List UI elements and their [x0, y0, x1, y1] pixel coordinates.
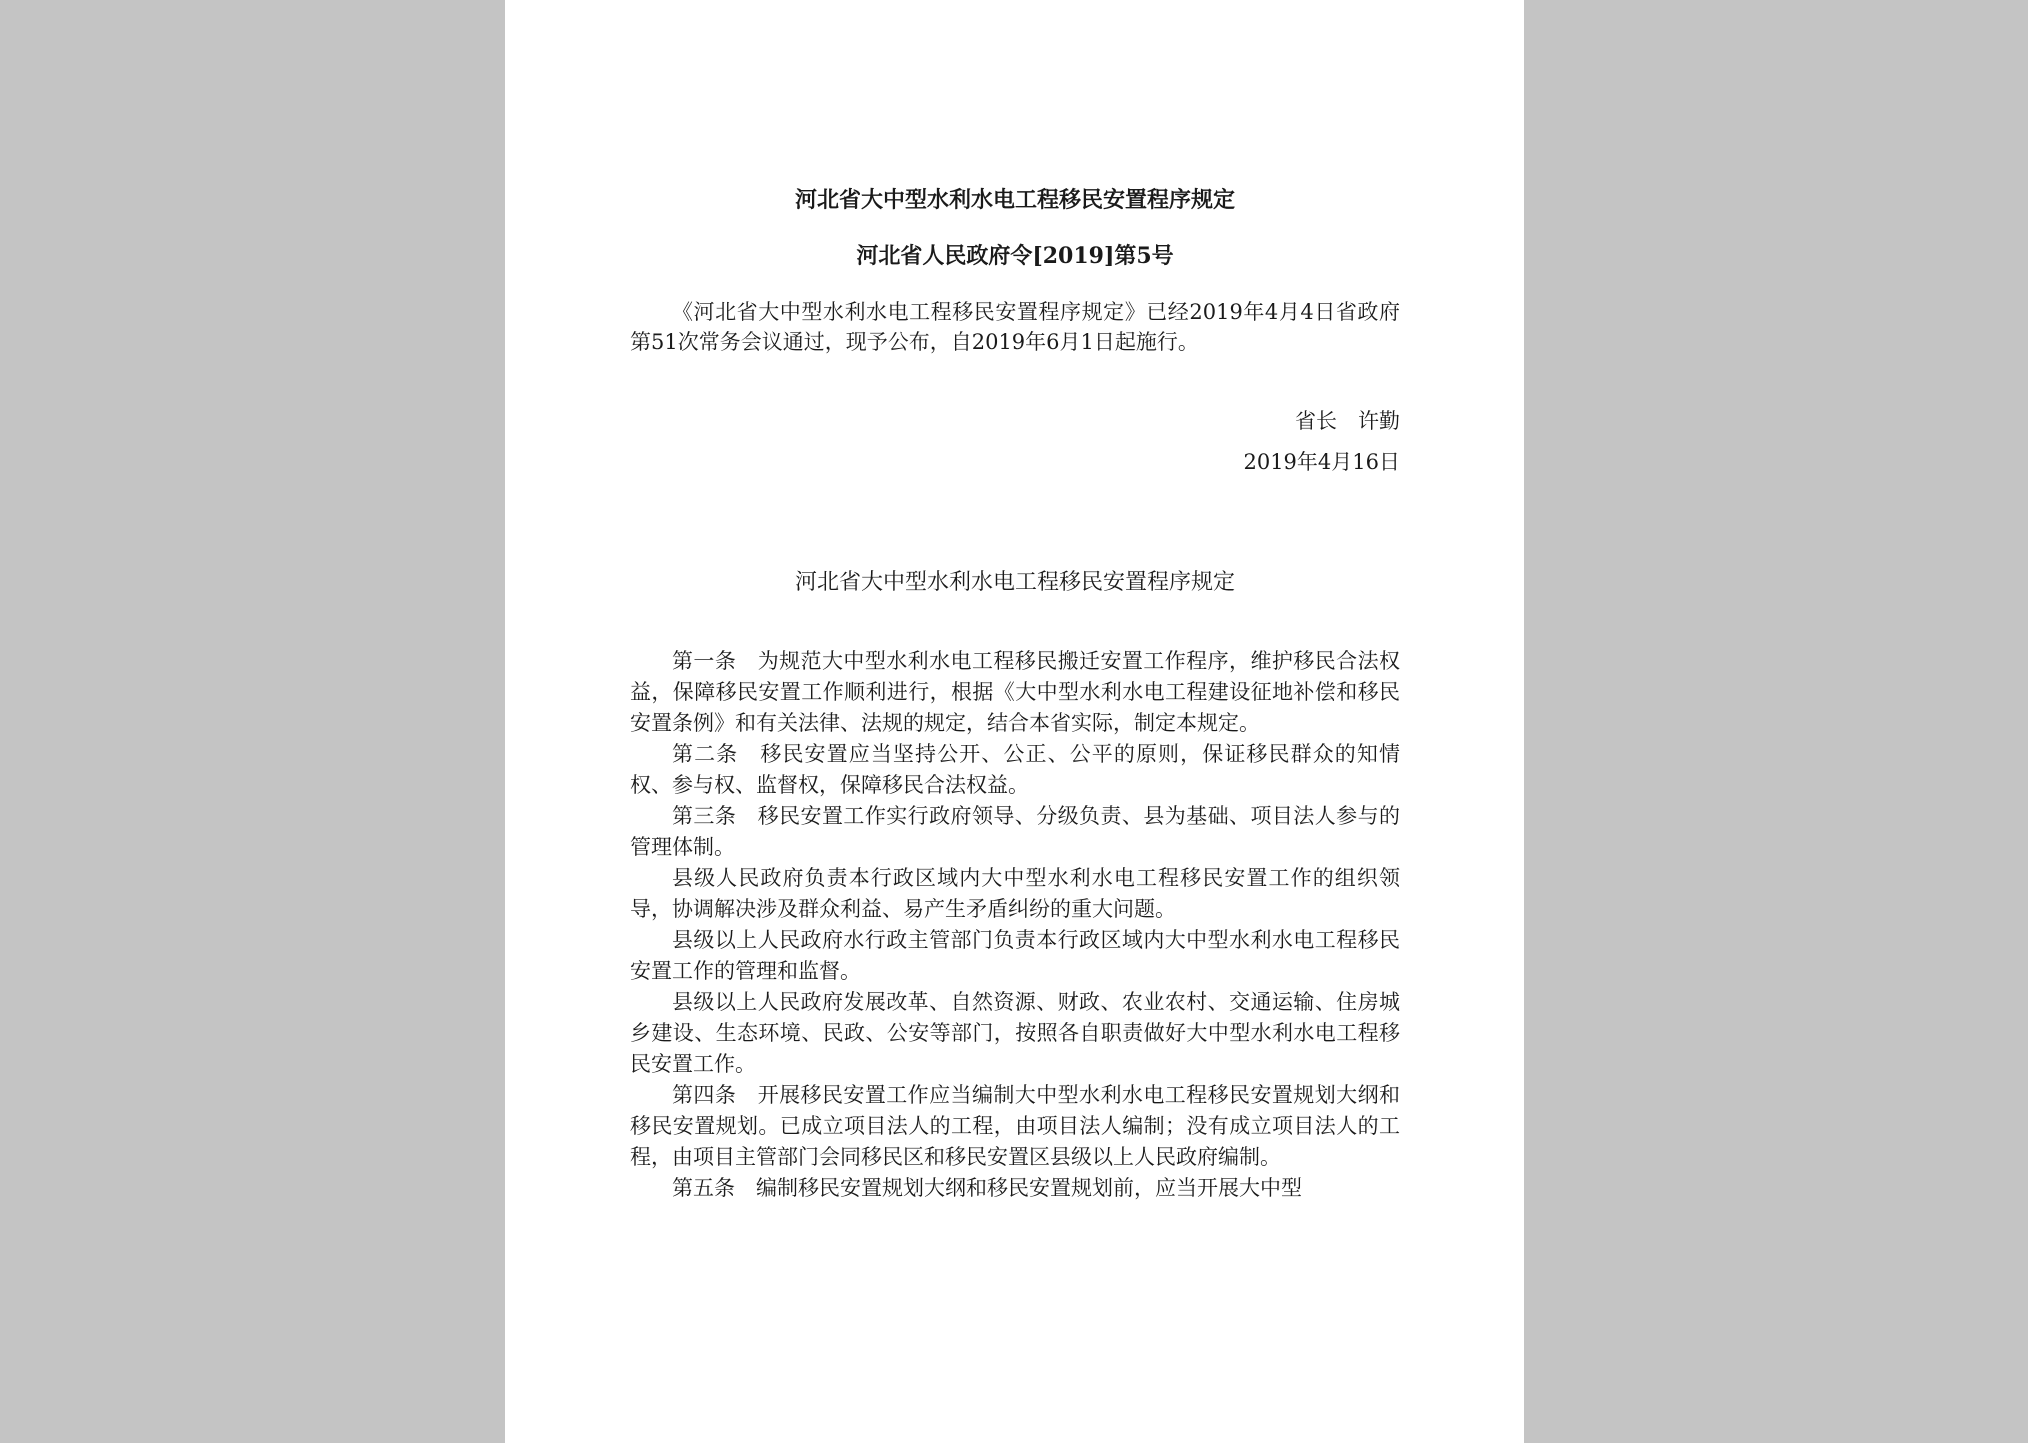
document-title: 河北省大中型水利水电工程移民安置程序规定 — [794, 187, 1235, 213]
document-page — [505, 0, 1524, 1443]
article-paragraph: 第五条 编制移民安置规划大纲和移民安置规划前，应当开展大中型 — [672, 1176, 1302, 1200]
article-paragraph: 第二条 移民安置应当坚持公开、公正、公平的原则，保证移民群众的知情权、参与权、监督权，保障移民合法权益。 — [630, 742, 1400, 797]
article-paragraph: 第一条 为规范大中型水利水电工程移民搬迁安置工作程序，维护移民合法权益，保障移民安置工作顺利进行，根据《大中型水利水电工程建设征地补偿和移民安置条例》和有关法律、法规的规定，结合本省实际，制定本规定。 — [630, 649, 1400, 735]
article-paragraph: 第三条 移民安置工作实行政府领导、分级负责、县为基础、项目法人参与的管理体制。 — [630, 804, 1400, 859]
article-paragraph: 县级人民政府负责本行政区域内大中型水利水电工程移民安置工作的组织领导，协调解决涉及群众利益、易产生矛盾纠纷的重大问题。 — [630, 866, 1400, 921]
promulgation-paragraph: 《河北省大中型水利水电工程移民安置程序规定》已经2019年4月4日省政府第51次常务会议通过，现予公布，自2019年6月1日起施行。 — [630, 300, 1400, 354]
signer: 省长 许勤 — [1295, 409, 1400, 433]
order-number: 河北省人民政府令[2019]第5号 — [856, 243, 1174, 269]
article-paragraph: 第四条 开展移民安置工作应当编制大中型水利水电工程移民安置规划大纲和移民安置规划。已成立项目法人的工程，由项目法人编制；没有成立项目法人的工程，由项目主管部门会同移民区和移民安置区县级以上人民政府编制。 — [630, 1083, 1400, 1169]
regulation-title: 河北省大中型水利水电工程移民安置程序规定 — [794, 570, 1235, 595]
article-paragraph: 县级以上人民政府水行政主管部门负责本行政区域内大中型水利水电工程移民安置工作的管理和监督。 — [630, 928, 1400, 983]
article-paragraph: 县级以上人民政府发展改革、自然资源、财政、农业农村、交通运输、住房城乡建设、生态环境、民政、公安等部门，按照各自职责做好大中型水利水电工程移民安置工作。 — [630, 990, 1400, 1076]
sign-date: 2019年4月16日 — [1243, 450, 1400, 474]
articles-body — [630, 646, 1400, 1204]
